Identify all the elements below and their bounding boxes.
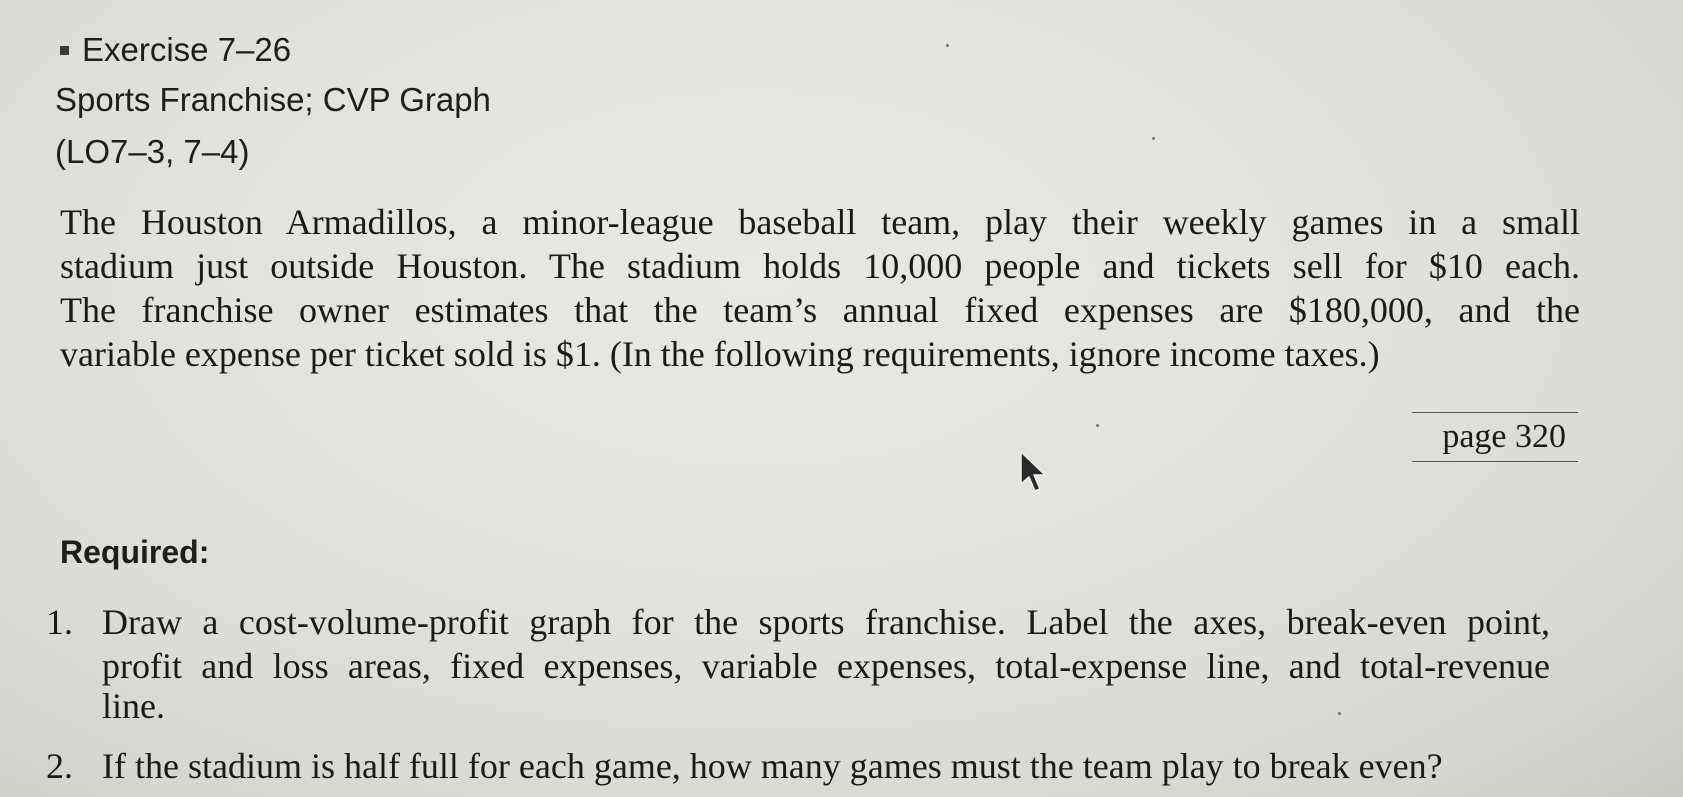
requirement-line: line. (102, 686, 165, 726)
requirement-number: 1. (46, 602, 73, 642)
paragraph-line: variable expense per ticket sold is $1. (In the following requirements, ignore income taxes.) (60, 334, 1380, 374)
paragraph-line: stadium just outside Houston. The stadium holds 10,000 people and tickets sell for $10 each. (60, 246, 1580, 286)
page-reference (1412, 412, 1578, 462)
exercise-subtitle: Sports Franchise; CVP Graph (55, 81, 491, 118)
requirement-line: If the stadium is half full for each game, how many games must the team play to break even? (102, 746, 1443, 786)
required-heading: Required: (60, 534, 210, 570)
paper-speck (1338, 712, 1341, 715)
paragraph-line: The Houston Armadillos, a minor-league baseball team, play their weekly games in a small (60, 202, 1580, 242)
learning-objectives: (LO7–3, 7–4) (55, 133, 250, 170)
requirement-line: profit and loss areas, fixed expenses, variable expenses, total-expense line, and total-revenue (102, 646, 1550, 686)
paper-speck (1096, 424, 1099, 427)
requirement-number: 2. (46, 746, 73, 786)
paper-speck (1152, 137, 1155, 140)
requirement-line: Draw a cost-volume-profit graph for the sports franchise. Label the axes, break-even point, (102, 602, 1550, 642)
page-reference-label: page 320 (1442, 418, 1566, 455)
paragraph-line: The franchise owner estimates that the team’s annual fixed expenses are $180,000, and the (60, 290, 1580, 330)
mouse-pointer-icon (1018, 450, 1048, 496)
paper-speck (946, 44, 949, 47)
square-bullet-icon (60, 46, 69, 55)
exercise-heading: Exercise 7–26 (82, 31, 292, 68)
